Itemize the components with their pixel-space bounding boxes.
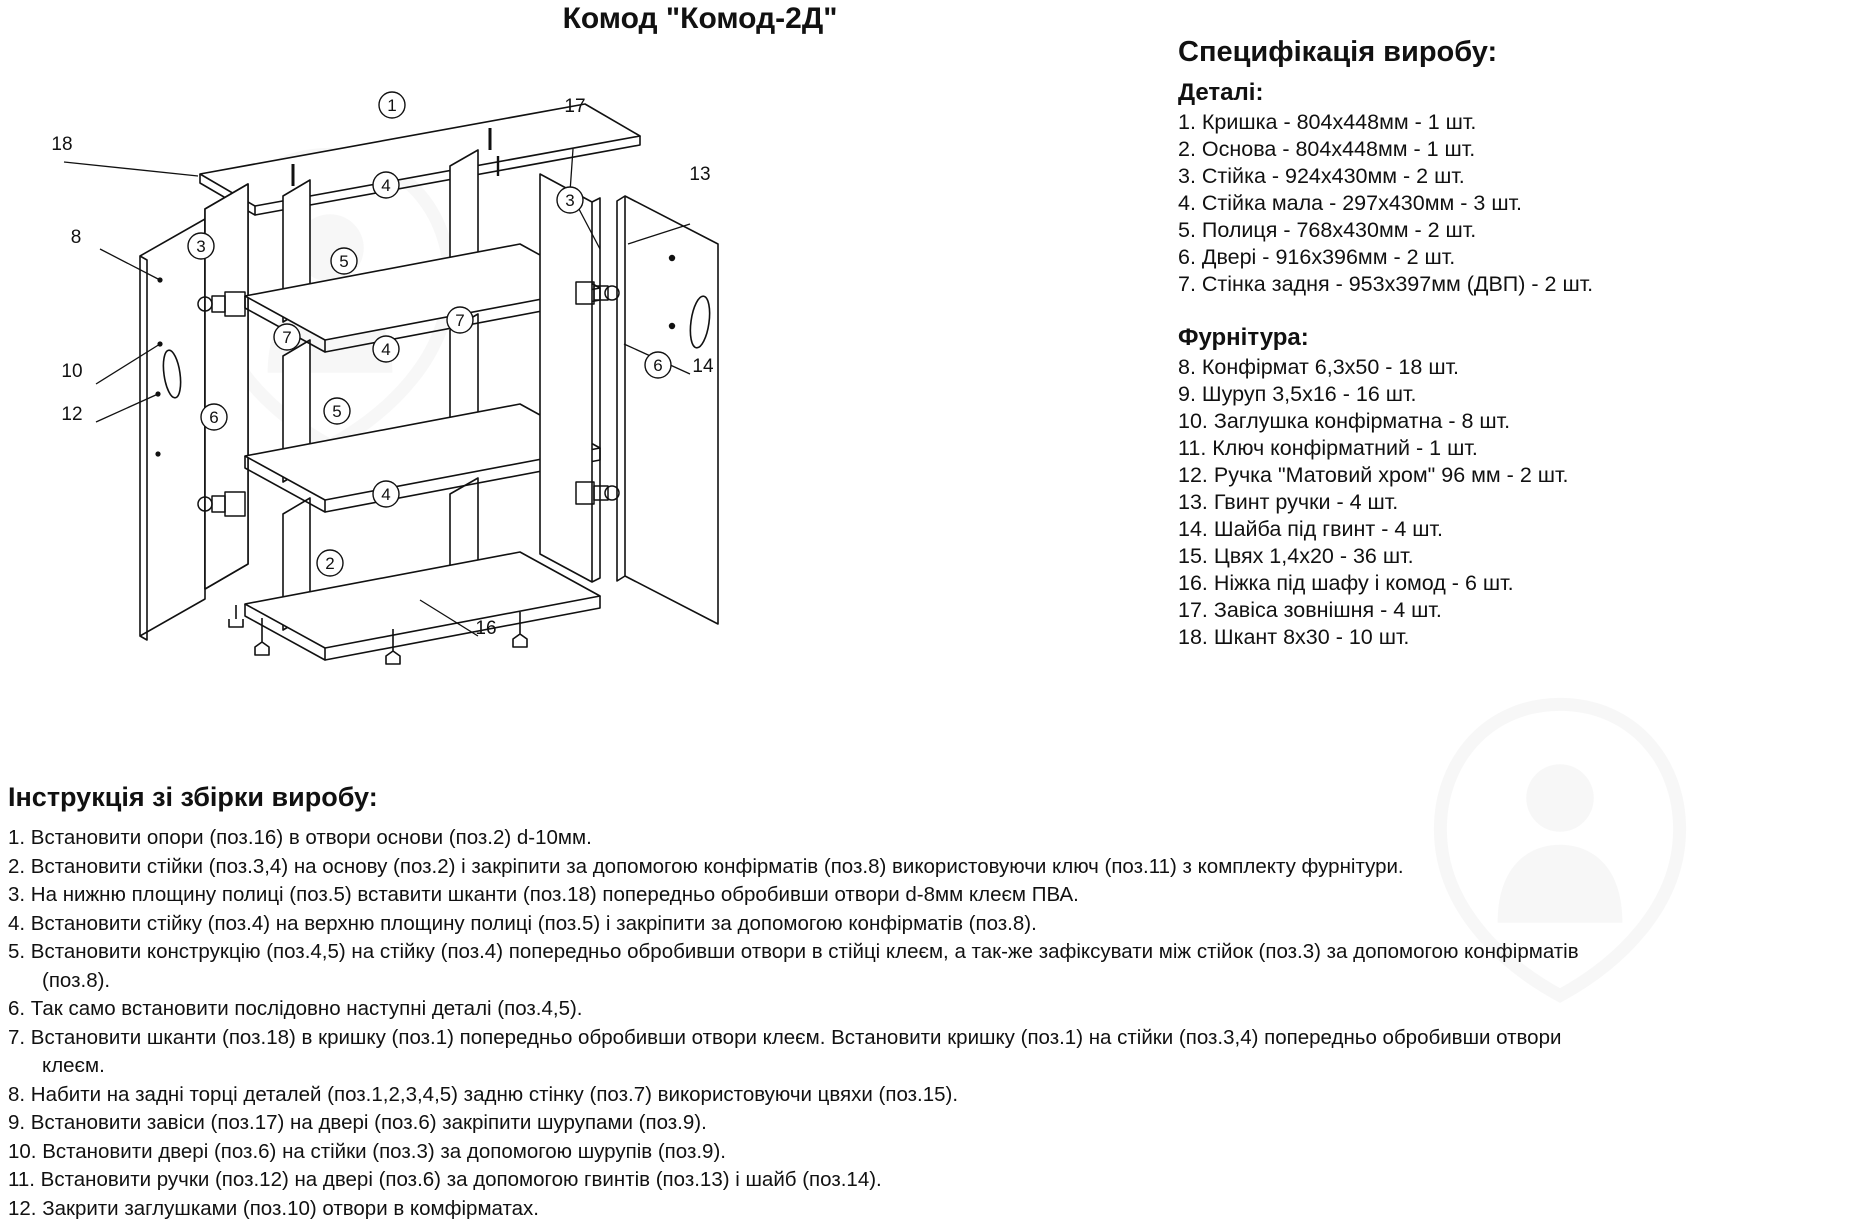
- instruction-step: 10. Встановити двері (поз.6) на стійки (поз.3) за допомогою шурупів (поз.9).: [8, 1139, 726, 1163]
- instruction-step: 8. Набити на задні торці деталей (поз.1,2,3,4,5) задню стінку (поз.7) використовуючи цвяхи (поз.15).: [8, 1082, 959, 1106]
- callout-13: 13: [689, 164, 711, 185]
- svg-text:5: 5: [332, 402, 342, 421]
- balloon-5-top: [331, 248, 357, 274]
- hardware-item: 14. Шайба під гвинт - 4 шт.: [1178, 517, 1443, 541]
- part-item: 7. Стінка задня - 953х397мм (ДВП) - 2 шт.: [1178, 272, 1594, 296]
- hardware-item: 12. Ручка "Матовий хром" 96 мм - 2 шт.: [1178, 463, 1569, 487]
- hardware-item: 17. Завіса зовнішня - 4 шт.: [1178, 598, 1442, 622]
- part-item: 6. Двері - 916х396мм - 2 шт.: [1178, 245, 1456, 269]
- part-item: 1. Кришка - 804х448мм - 1 шт.: [1178, 110, 1477, 134]
- callout-8: 8: [70, 227, 82, 248]
- part-item: 3. Стійка - 924х430мм - 2 шт.: [1178, 164, 1465, 188]
- balloon-4-bottom: [373, 481, 399, 507]
- instruction-step: 9. Встановити завіси (поз.17) на двері (поз.6) закріпити шурупами (поз.9).: [8, 1111, 707, 1134]
- instructions-heading: Інструкція зі збірки виробу:: [8, 782, 378, 812]
- hardware-item: 8. Конфірмат 6,3х50 - 18 шт.: [1178, 355, 1460, 379]
- callout-10: 10: [61, 361, 83, 382]
- hardware-heading: Фурнітура:: [1178, 324, 1309, 351]
- instruction-step: 12. Закрити заглушками (поз.10) отвори в комфірматах.: [8, 1196, 539, 1220]
- svg-text:4: 4: [381, 340, 391, 359]
- balloon-7-right: [447, 307, 473, 333]
- balloon-6-right: [645, 352, 671, 378]
- page-title: Комод "Комод-2Д": [562, 2, 838, 35]
- specification-panel: [1178, 36, 1838, 651]
- hardware-item: 9. Шуруп 3,5х16 - 16 шт.: [1178, 382, 1417, 406]
- instruction-step: 3. На нижню площину полиці (поз.5) вставити шканти (поз.18) попередньо обробивши отвори d-8мм клеєм ПВА.: [8, 883, 1079, 906]
- hardware-item: 16. Ніжка під шафу і комод - 6 шт.: [1178, 571, 1514, 595]
- instruction-step: 11. Встановити ручки (поз.12) на двері (поз.6) за допомогою гвинтів (поз.13) і шайб (поз.14).: [8, 1168, 882, 1191]
- svg-text:6: 6: [209, 408, 219, 427]
- exploded-view-diagram: [0, 44, 1170, 684]
- svg-text:7: 7: [455, 311, 465, 330]
- balloon-3-left: [188, 233, 214, 259]
- hardware-item: 15. Цвях 1,4х20 - 36 шт.: [1178, 544, 1414, 568]
- callout-18: 18: [51, 134, 73, 155]
- balloon-1: [379, 92, 405, 118]
- hardware-item: 18. Шкант 8х30 - 10 шт.: [1178, 625, 1410, 649]
- svg-text:7: 7: [282, 328, 292, 347]
- instruction-step: 4. Встановити стійку (поз.4) на верхню площину полиці (поз.5) і закріпити за допомогою конфірматів (поз.8).: [8, 911, 1037, 935]
- hardware-item: 11. Ключ конфірматний - 1 шт.: [1178, 436, 1478, 460]
- instruction-step: 5. Встановити конструкцію (поз.4,5) на стійку (поз.4) попередньо обробивши отвори в стійці клеєм, а так-же зафіксувати між стійок (поз.3) за допомогою конфірматів: [8, 940, 1579, 963]
- svg-text:6: 6: [653, 356, 663, 375]
- svg-text:1: 1: [387, 96, 397, 115]
- spec-heading: Специфікація виробу:: [1178, 36, 1498, 68]
- instruction-step-continued: клеєм.: [42, 1054, 105, 1077]
- instruction-step: 1. Встановити опори (поз.16) в отвори основи (поз.2) d-10мм.: [8, 826, 592, 849]
- instruction-step-continued: (поз.8).: [42, 968, 111, 992]
- part-item: 5. Полиця - 768х430мм - 2 шт.: [1178, 218, 1477, 242]
- balloon-4-mid: [373, 336, 399, 362]
- hardware-item: 13. Гвинт ручки - 4 шт.: [1178, 490, 1399, 514]
- hardware-item: 10. Заглушка конфірматна - 8 шт.: [1178, 409, 1511, 433]
- balloon-3-right: [557, 187, 583, 213]
- part-item: 4. Стійка мала - 297х430мм - 3 шт.: [1178, 191, 1522, 215]
- hardware-list: [1178, 354, 1838, 651]
- svg-text:4: 4: [381, 485, 391, 504]
- callout-14: 14: [692, 356, 714, 377]
- callout-16: 16: [475, 618, 497, 639]
- balloon-4-top: [373, 172, 399, 198]
- instruction-step: 6. Так само встановити послідовно наступні деталі (поз.4,5).: [8, 997, 583, 1020]
- parts-heading: Деталі:: [1178, 79, 1264, 106]
- instruction-step: 2. Встановити стійки (поз.3,4) на основу (поз.2) і закріпити за допомогою конфірматів (поз.8) використовуючи ключ (поз.11) з комплекту фурнітури.: [8, 854, 1404, 878]
- assembly-instructions: [8, 782, 1848, 1224]
- balloon-2: [317, 550, 343, 576]
- svg-text:2: 2: [325, 554, 335, 573]
- balloon-7-left: [274, 324, 300, 350]
- balloon-6-left: [201, 404, 227, 430]
- svg-text:4: 4: [381, 176, 391, 195]
- svg-text:3: 3: [196, 237, 206, 256]
- part-item: 2. Основа - 804х448мм - 1 шт.: [1178, 137, 1476, 161]
- instruction-step: 7. Встановити шканти (поз.18) в кришку (поз.1) попередньо обробивши отвори клеєм. Встановити кришку (поз.1) на стійки (поз.3,4) попередньо обробивши отвори: [8, 1025, 1562, 1049]
- callout-12: 12: [61, 404, 83, 425]
- callout-17: 17: [564, 96, 586, 117]
- parts-list: [1178, 109, 1838, 298]
- balloon-5-bottom: [324, 398, 350, 424]
- svg-text:3: 3: [565, 191, 575, 210]
- svg-text:5: 5: [339, 252, 349, 271]
